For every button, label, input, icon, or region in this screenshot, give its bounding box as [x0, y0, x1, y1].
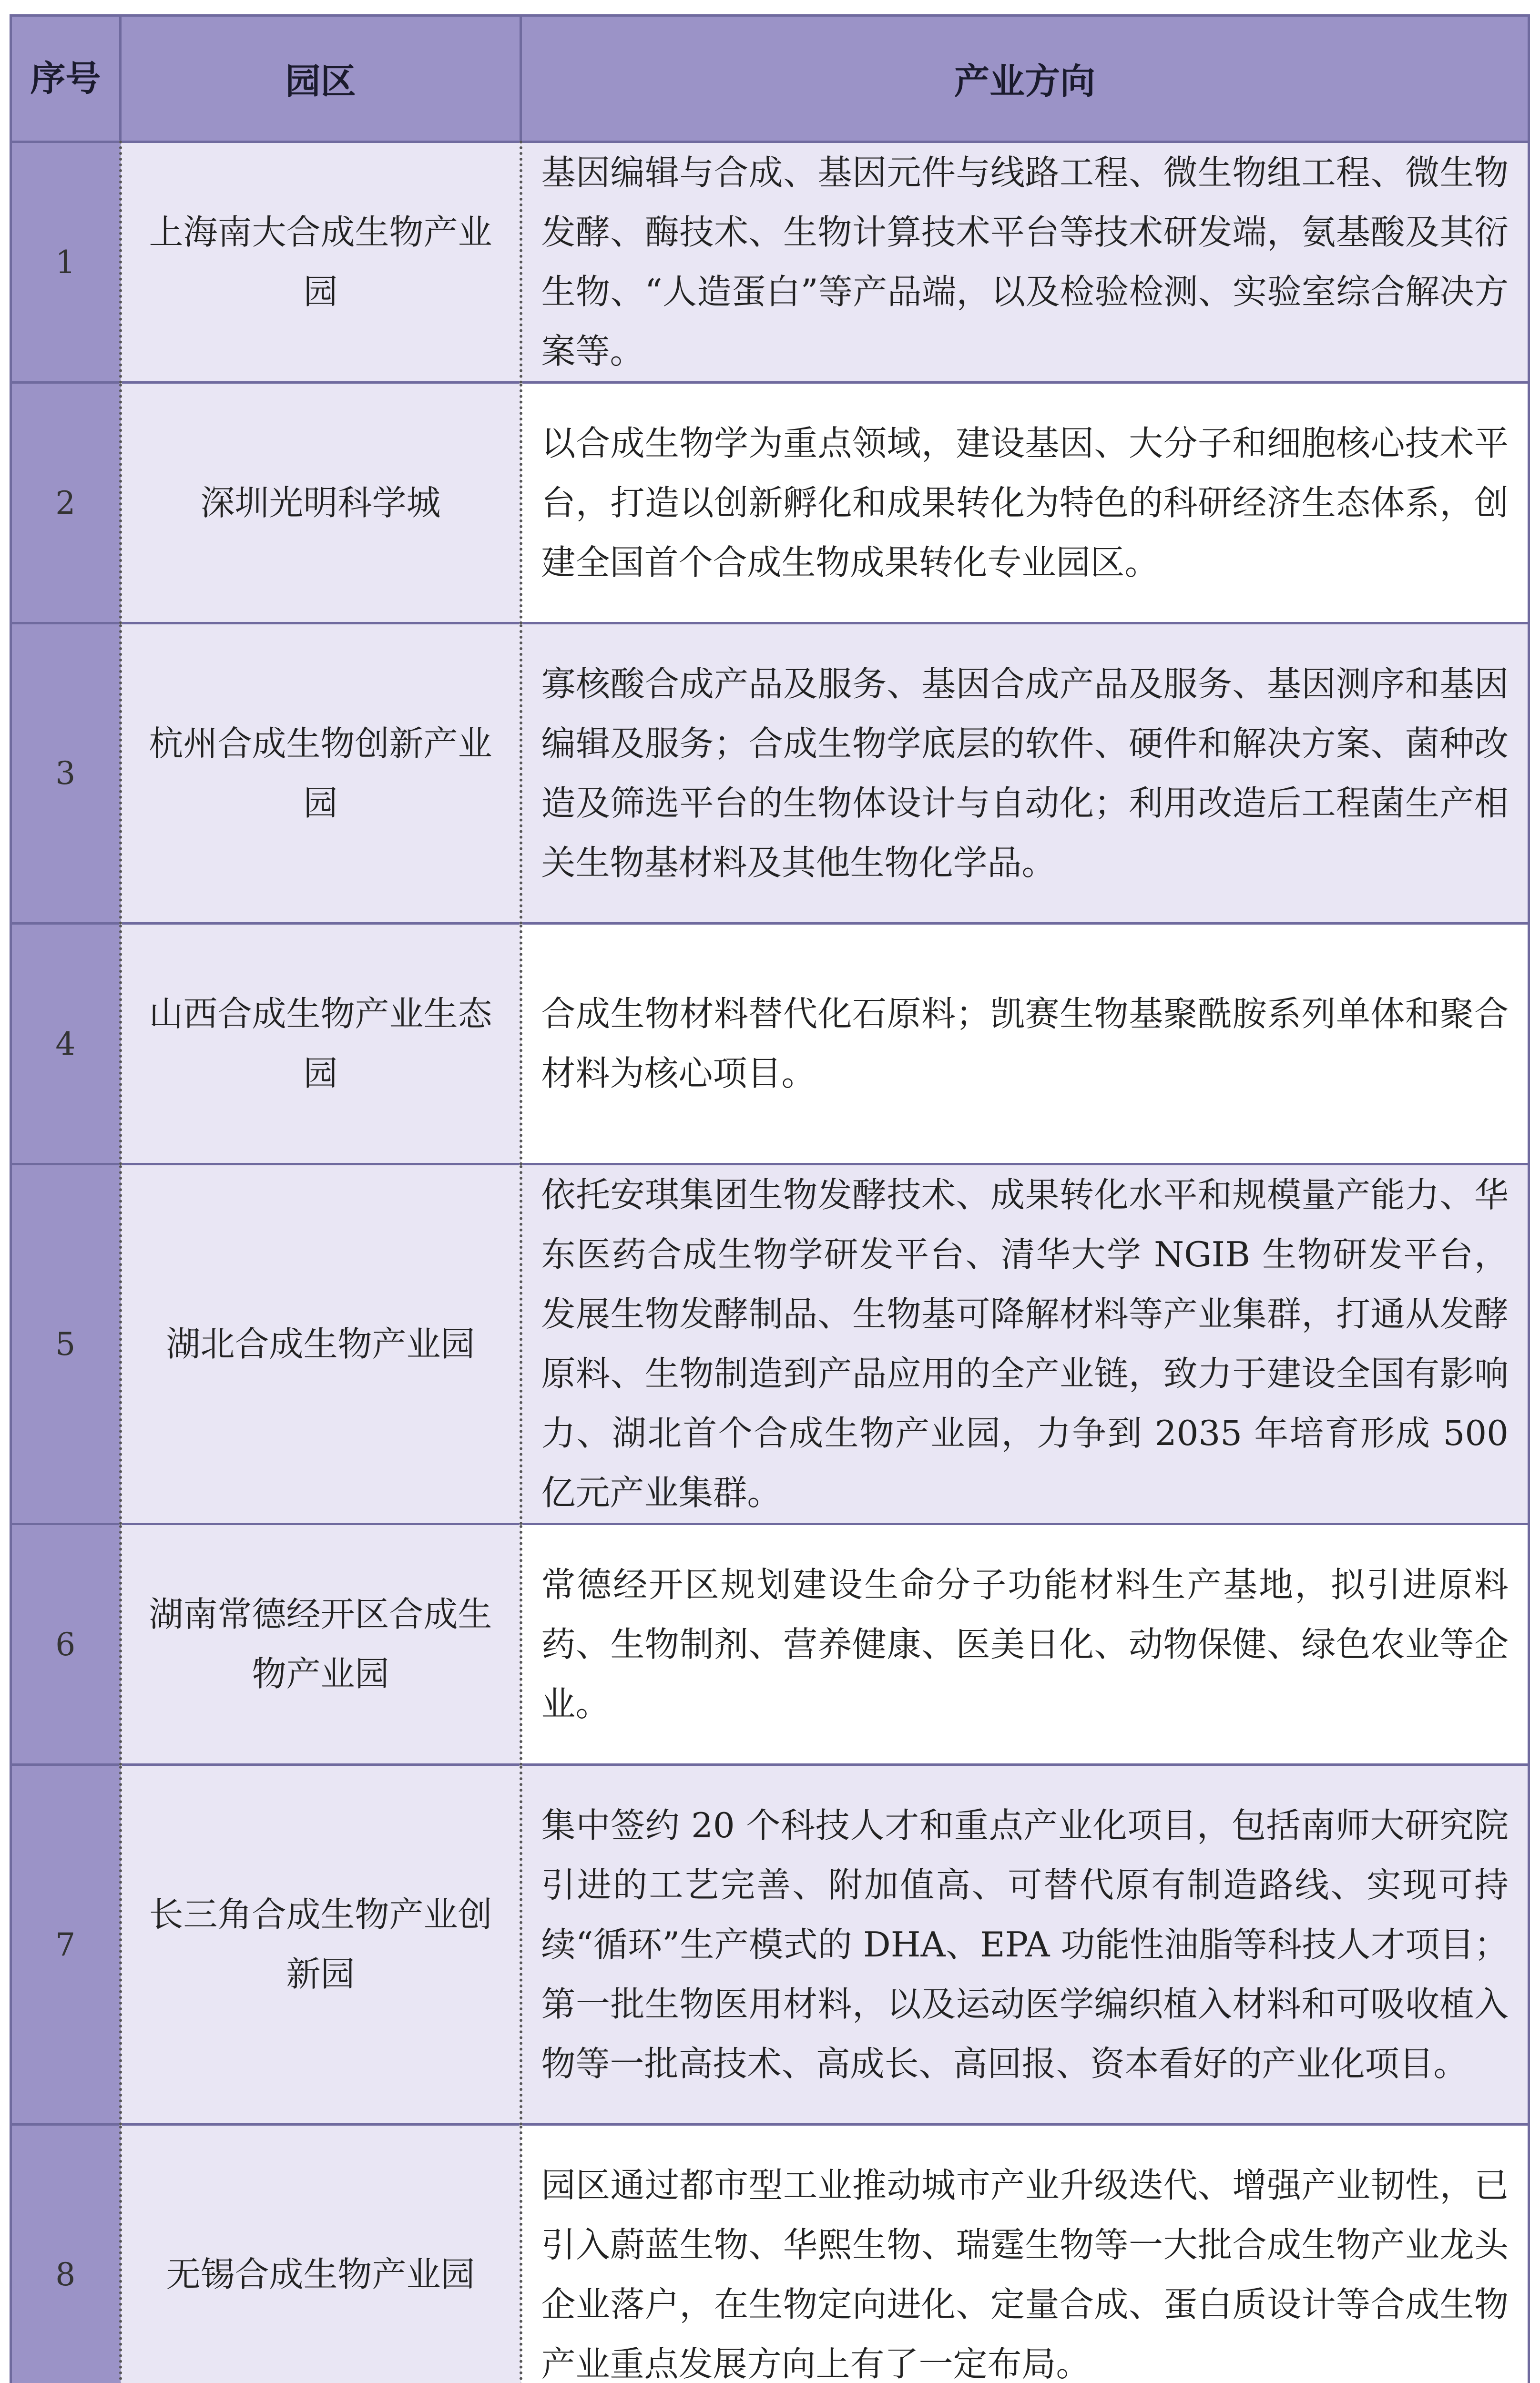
header-park: 园区	[121, 16, 521, 142]
row-num: 2	[11, 383, 121, 623]
header-num: 序号	[11, 16, 121, 142]
row-num: 7	[11, 1765, 121, 2125]
row-num: 5	[11, 1164, 121, 1524]
row-direction: 合成生物材料替代化石原料；凯赛生物基聚酰胺系列单体和聚合材料为核心项目。	[521, 924, 1529, 1164]
row-direction: 基因编辑与合成、基因元件与线路工程、微生物组工程、微生物发酵、酶技术、生物计算技术平台等技术研发端，氨基酸及其衍生物、“人造蛋白”等产品端，以及检验检测、实验室综合解决方案等。	[521, 142, 1529, 383]
header-direction: 产业方向	[521, 16, 1529, 142]
table-row	[11, 623, 1529, 924]
table-row	[11, 383, 1529, 623]
row-num: 8	[11, 2125, 121, 2383]
row-park: 长三角合成生物产业创新园	[121, 1765, 521, 2125]
table-row	[11, 142, 1529, 383]
row-direction: 寡核酸合成产品及服务、基因合成产品及服务、基因测序和基因编辑及服务；合成生物学底层的软件、硬件和解决方案、菌种改造及筛选平台的生物体设计与自动化；利用改造后工程菌生产相关生物基材料及其他生物化学品。	[521, 623, 1529, 924]
row-direction: 以合成生物学为重点领域，建设基因、大分子和细胞核心技术平台，打造以创新孵化和成果转化为特色的科研经济生态体系，创建全国首个合成生物成果转化专业园区。	[521, 383, 1529, 623]
table-row	[11, 1164, 1529, 1524]
table-row	[11, 2125, 1529, 2383]
row-park: 湖南常德经开区合成生物产业园	[121, 1524, 521, 1765]
row-park: 山西合成生物产业生态园	[121, 924, 521, 1164]
row-num: 3	[11, 623, 121, 924]
table-row	[11, 924, 1529, 1164]
row-park: 深圳光明科学城	[121, 383, 521, 623]
industrial-parks-table	[10, 14, 1530, 2383]
row-park: 上海南大合成生物产业园	[121, 142, 521, 383]
row-direction: 依托安琪集团生物发酵技术、成果转化水平和规模量产能力、华东医药合成生物学研发平台、清华大学 NGIB 生物研发平台，发展生物发酵制品、生物基可降解材料等产业集群，打通从发酵原料、生物制造到产品应用的全产业链，致力于建设全国有影响力、湖北首个合成生物产业园，力争到 2035 年培育形成 500 亿元产业集群。	[521, 1164, 1529, 1524]
row-num: 1	[11, 142, 121, 383]
row-park: 湖北合成生物产业园	[121, 1164, 521, 1524]
row-park: 无锡合成生物产业园	[121, 2125, 521, 2383]
table-row	[11, 1765, 1529, 2125]
row-direction: 园区通过都市型工业推动城市产业升级迭代、增强产业韧性，已引入蔚蓝生物、华熙生物、瑞霆生物等一大批合成生物产业龙头企业落户，在生物定向进化、定量合成、蛋白质设计等合成生物产业重点发展方向上有了一定布局。	[521, 2125, 1529, 2383]
table-row	[11, 1524, 1529, 1765]
row-park: 杭州合成生物创新产业园	[121, 623, 521, 924]
table-header-row	[11, 16, 1529, 142]
row-direction: 常德经开区规划建设生命分子功能材料生产基地，拟引进原料药、生物制剂、营养健康、医美日化、动物保健、绿色农业等企业。	[521, 1524, 1529, 1765]
row-num: 6	[11, 1524, 121, 1765]
row-direction: 集中签约 20 个科技人才和重点产业化项目，包括南师大研究院引进的工艺完善、附加值高、可替代原有制造路线、实现可持续“循环”生产模式的 DHA、EPA 功能性油脂等科技人才项目；第一批生物医用材料，以及运动医学编织植入材料和可吸收植入物等一批高技术、高成长、高回报、资本看好的产业化项目。	[521, 1765, 1529, 2125]
row-num: 4	[11, 924, 121, 1164]
